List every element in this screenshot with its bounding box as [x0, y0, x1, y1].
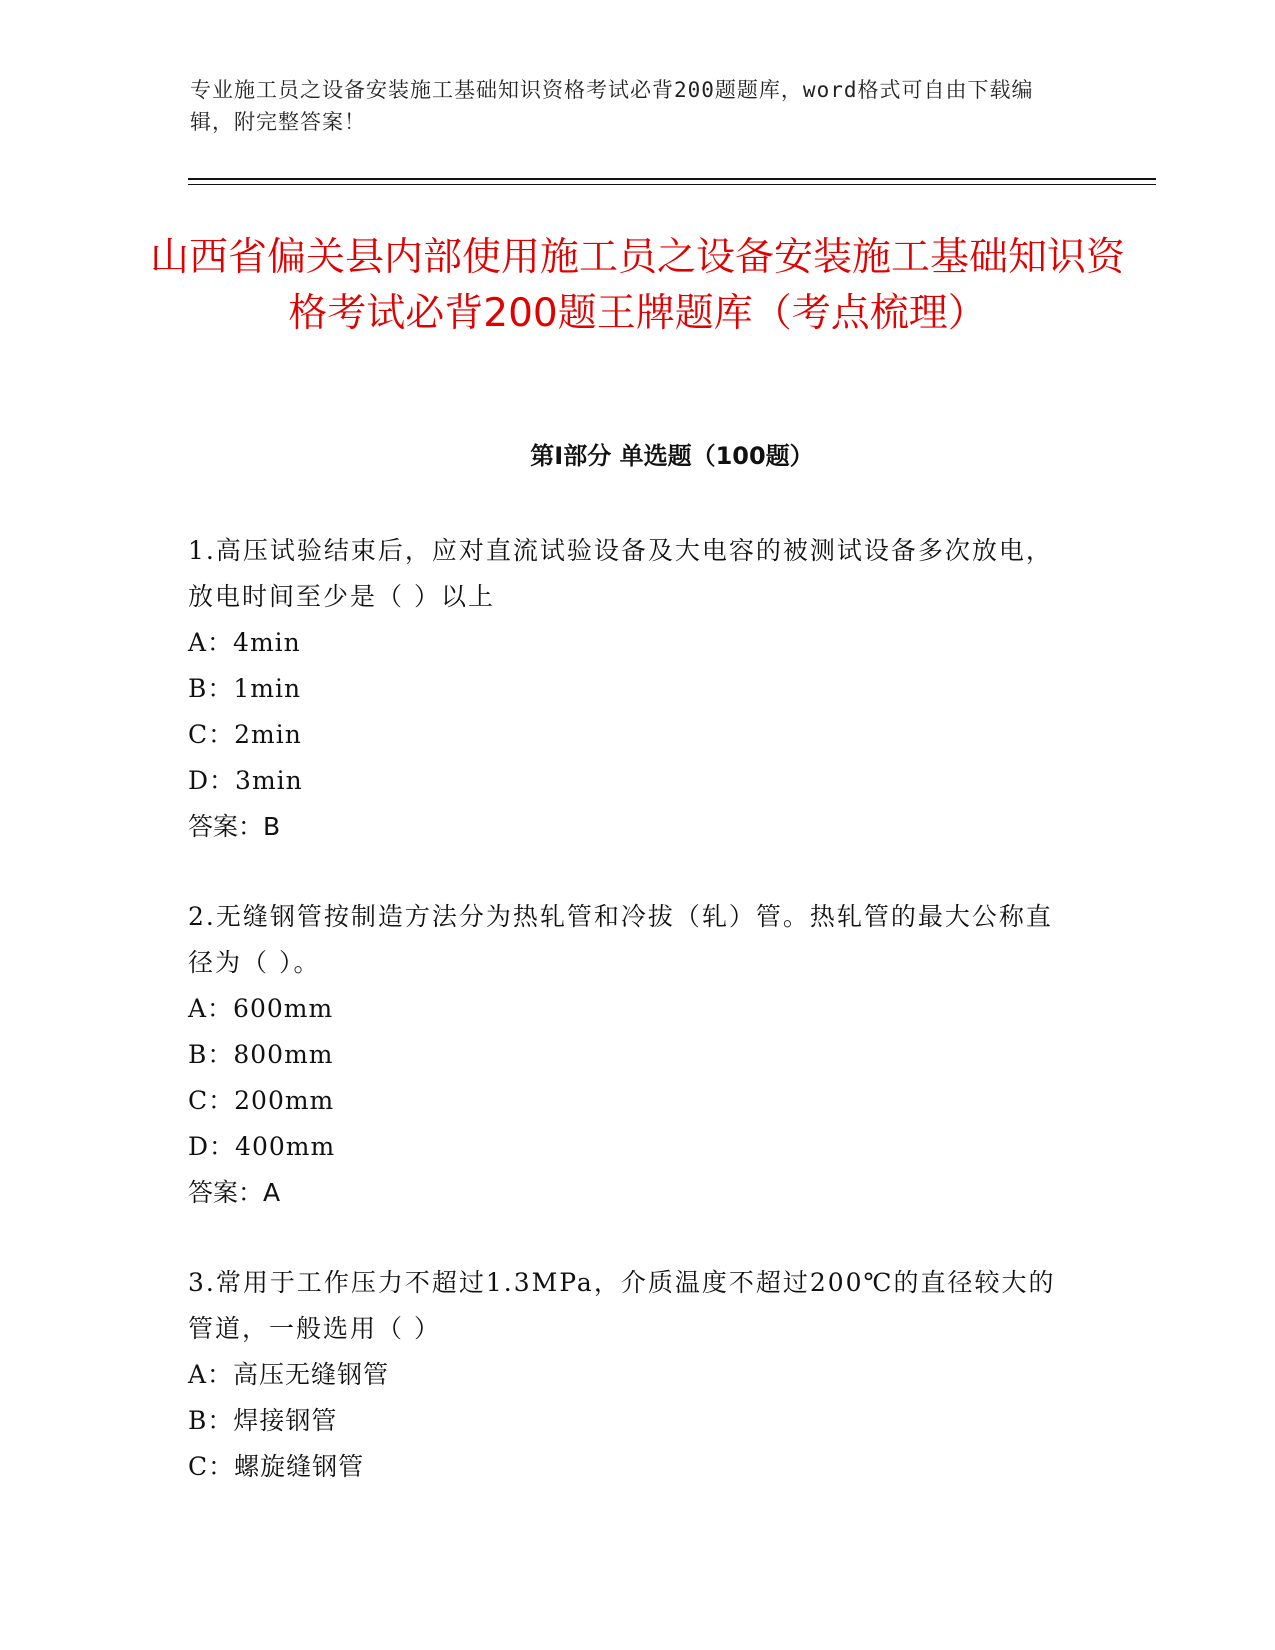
option-b: B：800mm — [188, 1040, 334, 1069]
document-title: 山西省偏关县内部使用施工员之设备安装施工基础知识资格考试必背200题王牌题库（考点梳理） — [150, 235, 1126, 336]
option-b: B：焊接钢管 — [188, 1406, 338, 1435]
question-2 — [188, 894, 1068, 1216]
option-c: C：2min — [188, 720, 302, 749]
answer: 答案：B — [188, 812, 281, 841]
header-rule-thick — [188, 178, 1156, 180]
question-1 — [188, 528, 1068, 850]
section-title: 第Ⅰ部分 单选题（100题） — [530, 442, 814, 470]
question-stem: 3.常用于工作压力不超过1.3MPa，介质温度不超过200℃的直径较大的管道，一般选用（ ） — [188, 1268, 1056, 1343]
option-c: C：螺旋缝钢管 — [188, 1452, 365, 1481]
question-stem: 1.高压试验结束后，应对直流试验设备及大电容的被测试设备多次放电，放电时间至少是（ ）以上 — [188, 536, 1053, 611]
option-b: B：1min — [188, 674, 302, 703]
answer: 答案：A — [188, 1178, 281, 1207]
option-a: A：4min — [188, 628, 301, 657]
header-note: 专业施工员之设备安装施工基础知识资格考试必背200题题库，word格式可自由下载编辑，附完整答案！ — [190, 78, 1034, 134]
option-a: A：高压无缝钢管 — [188, 1360, 390, 1389]
option-c: C：200mm — [188, 1086, 335, 1115]
question-stem: 2.无缝钢管按制造方法分为热轧管和冷拔（轧）管。热轧管的最大公称直径为（ ）。 — [188, 902, 1053, 977]
option-d: D：400mm — [188, 1132, 336, 1161]
question-list — [188, 528, 1068, 1534]
question-3 — [188, 1260, 1068, 1490]
header-rule-thin — [188, 184, 1156, 185]
option-a: A：600mm — [188, 994, 334, 1023]
option-d: D：3min — [188, 766, 303, 795]
